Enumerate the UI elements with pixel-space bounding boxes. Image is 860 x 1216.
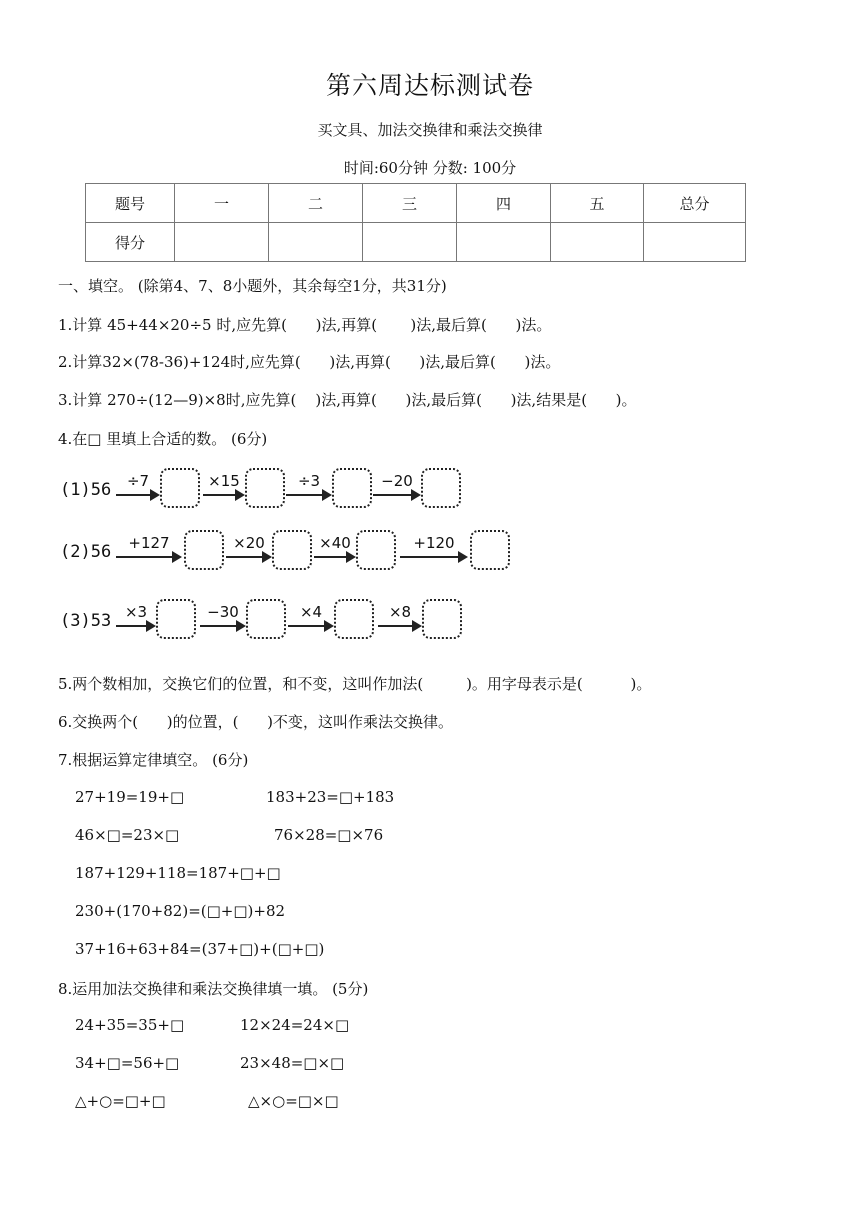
q4-answer-box[interactable] bbox=[470, 530, 510, 570]
arrow-head-icon bbox=[146, 620, 156, 632]
arrow-shaft bbox=[373, 494, 413, 496]
q4-arrow bbox=[116, 472, 160, 502]
q4-arrow bbox=[400, 534, 468, 564]
q4-sequence-2 bbox=[58, 524, 518, 584]
q8-item-1a: 24+35=35+□ bbox=[75, 1016, 185, 1034]
q4-operation-label: +127 bbox=[128, 534, 170, 552]
q8-item-3b: △×○=□×□ bbox=[248, 1092, 339, 1110]
q4-arrow bbox=[286, 472, 332, 502]
q4-arrow bbox=[378, 603, 422, 633]
score-cell-5: 五 bbox=[551, 184, 644, 223]
question-1: 1.计算 45+44×20÷5 时,应先算( )法,再算( )法,最后算( )法。 bbox=[58, 316, 552, 334]
question-3: 3.计算 270÷(12—9)×8时,应先算( )法,再算( )法,最后算( )法,结果是( )。 bbox=[58, 391, 637, 409]
arrow-shaft bbox=[314, 556, 348, 558]
arrow-shaft bbox=[203, 494, 237, 496]
question-8: 8.运用加法交换律和乘法交换律填一填。 (5分) bbox=[58, 980, 369, 998]
q4-answer-box[interactable] bbox=[421, 468, 461, 508]
q8-item-2b: 23×48=□×□ bbox=[240, 1054, 345, 1072]
page-title: 第六周达标测试卷 bbox=[325, 71, 534, 100]
q4-operation-label: ×15 bbox=[208, 472, 240, 490]
question-7: 7.根据运算定律填空。 (6分) bbox=[58, 751, 249, 769]
arrow-head-icon bbox=[236, 620, 246, 632]
q4-answer-box[interactable] bbox=[334, 599, 374, 639]
arrow-shaft bbox=[116, 494, 152, 496]
q4-operation-label: −20 bbox=[381, 472, 413, 490]
q4-operation-label: −30 bbox=[207, 603, 239, 621]
score-input-total[interactable] bbox=[644, 223, 746, 262]
score-cell-1: 一 bbox=[175, 184, 269, 223]
arrow-shaft bbox=[200, 625, 238, 627]
score-cell-2: 二 bbox=[269, 184, 363, 223]
q4-operation-label: +120 bbox=[413, 534, 455, 552]
arrow-shaft bbox=[288, 625, 326, 627]
q4-operation-label: ×20 bbox=[233, 534, 265, 552]
q4-operation-label: ×40 bbox=[319, 534, 351, 552]
arrow-head-icon bbox=[458, 551, 468, 563]
score-table-header-row bbox=[86, 184, 746, 223]
q7-item-1b: 183+23=□+183 bbox=[266, 788, 395, 806]
score-row-label: 得分 bbox=[86, 223, 175, 262]
q7-item-1a: 27+19=19+□ bbox=[75, 788, 185, 806]
arrow-head-icon bbox=[346, 551, 356, 563]
q4-arrow bbox=[116, 603, 156, 633]
score-input-2[interactable] bbox=[269, 223, 363, 262]
q4-arrow bbox=[314, 534, 356, 564]
q4-answer-box[interactable] bbox=[332, 468, 372, 508]
arrow-head-icon bbox=[235, 489, 245, 501]
arrow-head-icon bbox=[324, 620, 334, 632]
score-cell-total: 总分 bbox=[644, 184, 746, 223]
q4-answer-box[interactable] bbox=[422, 599, 462, 639]
score-cell-3: 三 bbox=[363, 184, 457, 223]
arrow-shaft bbox=[378, 625, 414, 627]
question-6: 6.交换两个( )的位置，( )不变，这叫作乘法交换律。 bbox=[58, 713, 453, 731]
score-input-1[interactable] bbox=[175, 223, 269, 262]
q4-sequence-label: (2)56 bbox=[60, 542, 112, 562]
q4-answer-box[interactable] bbox=[156, 599, 196, 639]
page-subtitle: 买文具、加法交换律和乘法交换律 bbox=[317, 121, 543, 139]
q4-answer-box[interactable] bbox=[246, 599, 286, 639]
q8-item-3a: △+○=□+□ bbox=[75, 1092, 166, 1110]
q4-answer-box[interactable] bbox=[356, 530, 396, 570]
arrow-shaft bbox=[116, 625, 148, 627]
q4-answer-box[interactable] bbox=[272, 530, 312, 570]
arrow-head-icon bbox=[322, 489, 332, 501]
section1-heading: 一、填空。 (除第4、7、8小题外，其余每空1分，共31分) bbox=[58, 277, 447, 295]
q4-arrow bbox=[203, 472, 245, 502]
q4-answer-box[interactable] bbox=[184, 530, 224, 570]
q4-operation-label: ×3 bbox=[124, 603, 148, 621]
score-table bbox=[85, 183, 746, 262]
q4-arrow bbox=[373, 472, 421, 502]
q4-operation-label: ×4 bbox=[299, 603, 323, 621]
q4-answer-box[interactable] bbox=[160, 468, 200, 508]
q7-item-2b: 76×28=□×76 bbox=[274, 826, 384, 844]
arrow-shaft bbox=[226, 556, 264, 558]
time-score-line: 时间:60分钟 分数: 100分 bbox=[343, 159, 517, 177]
score-cell-4: 四 bbox=[457, 184, 551, 223]
question-4: 4.在□ 里填上合适的数。 (6分) bbox=[58, 430, 268, 448]
arrow-shaft bbox=[400, 556, 460, 558]
q7-item-3: 187+129+118=187+□+□ bbox=[75, 864, 281, 882]
q7-item-2a: 46×□=23×□ bbox=[75, 826, 180, 844]
question-5: 5.两个数相加，交换它们的位置，和不变，这叫作加法( )。用字母表示是( )。 bbox=[58, 675, 652, 693]
q4-arrow bbox=[200, 603, 246, 633]
q7-item-4: 230+(170+82)=(□+□)+82 bbox=[75, 902, 286, 920]
q8-item-1b: 12×24=24×□ bbox=[240, 1016, 350, 1034]
arrow-head-icon bbox=[411, 489, 421, 501]
q7-item-5: 37+16+63+84=(37+□)+(□+□) bbox=[75, 940, 325, 958]
q4-sequence-3 bbox=[58, 593, 518, 653]
question-2: 2.计算32×(78-36)+124时,应先算( )法,再算( )法,最后算( )法。 bbox=[58, 353, 561, 371]
arrow-head-icon bbox=[150, 489, 160, 501]
arrow-head-icon bbox=[412, 620, 422, 632]
q4-arrow bbox=[288, 603, 334, 633]
score-table-score-row bbox=[86, 223, 746, 262]
score-input-3[interactable] bbox=[363, 223, 457, 262]
q4-operation-label: ×8 bbox=[388, 603, 412, 621]
q4-answer-box[interactable] bbox=[245, 468, 285, 508]
q4-sequence-label: (1)56 bbox=[60, 480, 112, 500]
arrow-shaft bbox=[116, 556, 174, 558]
arrow-head-icon bbox=[262, 551, 272, 563]
q8-item-2a: 34+□=56+□ bbox=[75, 1054, 180, 1072]
q4-operation-label: ÷3 bbox=[297, 472, 321, 490]
score-input-4[interactable] bbox=[457, 223, 551, 262]
q4-operation-label: ÷7 bbox=[126, 472, 150, 490]
arrow-shaft bbox=[286, 494, 324, 496]
score-input-5[interactable] bbox=[551, 223, 644, 262]
q4-sequence-label: (3)53 bbox=[60, 611, 112, 631]
arrow-head-icon bbox=[172, 551, 182, 563]
q4-sequence-1 bbox=[58, 462, 518, 522]
q4-arrow bbox=[116, 534, 182, 564]
score-cell-label: 题号 bbox=[86, 184, 175, 223]
q4-arrow bbox=[226, 534, 272, 564]
